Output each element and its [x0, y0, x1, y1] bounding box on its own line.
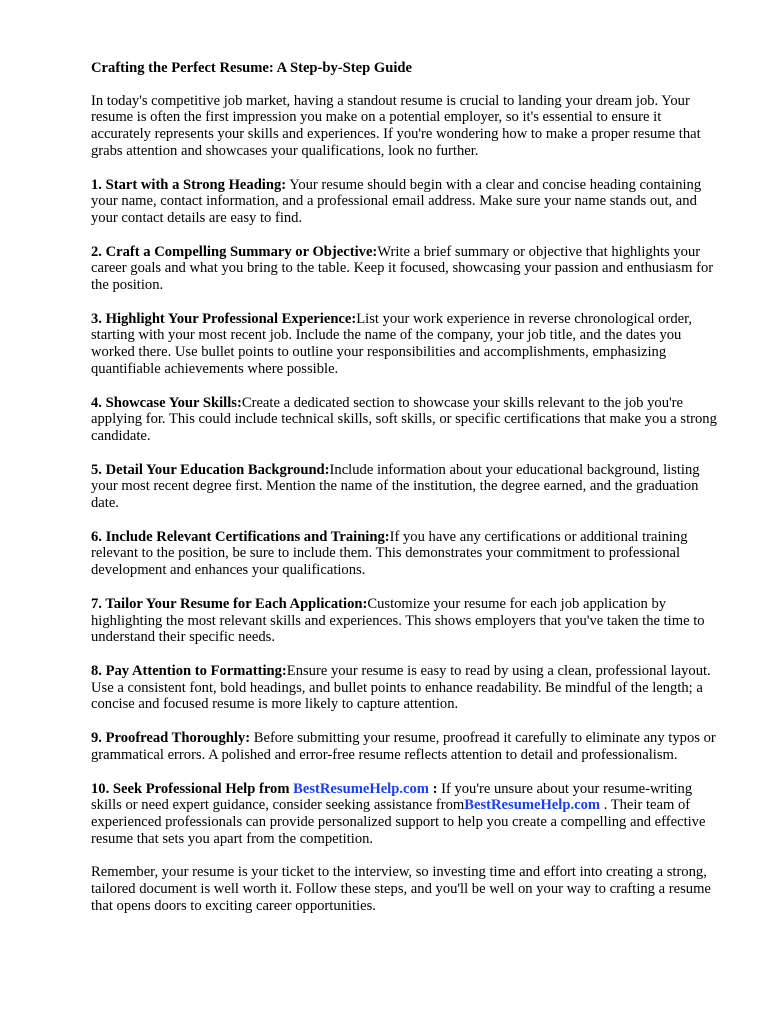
step-body: Write a brief summary or objective that highlights your career goals and what you bring to the table. Keep it focused, showcasing your passion and enthusiasm for the position. [91, 243, 714, 294]
bestresumehelp-link[interactable]: BestResumeHelp.com [293, 780, 429, 797]
document-page [91, 60, 721, 931]
step-body: List your work experience in reverse chronological order, starting with your most recent job. Include the name of the company, your job title, and the dates you worked there. Use bullet points to outline your responsibilities and accomplishments, emphasizing quantifiable achievements where possible. [91, 310, 693, 377]
step-2 [91, 244, 721, 294]
step-heading: 2. Craft a Compelling Summary or Objective: [91, 243, 378, 260]
step-heading: 8. Pay Attention to Formatting: [91, 662, 287, 679]
document-title: Crafting the Perfect Resume: A Step-by-Step Guide [91, 60, 413, 76]
step-6 [91, 529, 721, 579]
step-body: Include information about your educational background, listing your most recent degree first. Mention the name of the institution, the degree earned, and the graduation date. [91, 461, 700, 512]
step-heading: 5. Detail Your Education Background: [91, 461, 330, 478]
step-7 [91, 596, 721, 646]
step-body: Customize your resume for each job application by highlighting the most relevant skills and experiences. This shows employers that you've taken the time to understand their specific needs. [91, 595, 705, 646]
step-1 [91, 177, 721, 227]
step-heading: 1. Start with a Strong Heading: [91, 176, 287, 193]
step-10 [91, 781, 721, 848]
step-body: Before submitting your resume, proofread it carefully to eliminate any typos or grammatical errors. A polished and error-free resume reflects attention to detail and professionalism. [91, 730, 716, 763]
step-heading: 7. Tailor Your Resume for Each Application: [91, 595, 368, 612]
step-body: Create a dedicated section to showcase your skills relevant to the job you're applying for. This could include technical skills, soft skills, or specific certifications that make you a strong candidate. [91, 394, 717, 444]
step-body-continued: . Their team of experienced professionals can provide personalized support to help you create a compelling and effective resume that sets you apart from the competition. [91, 797, 706, 847]
step-body: Your resume should begin with a clear and concise heading containing your name, contact information, and a professional email address. Make sure your name stands out, and your contact details are easy to find. [91, 176, 702, 226]
closing-paragraph: Remember, your resume is your ticket to the interview, so investing time and effort into creating a strong, tailored document is well worth it. Follow these steps, and you'll be well on your way to crafting a resume that opens doors to exciting career opportunities. [91, 864, 711, 914]
step-8 [91, 663, 721, 713]
step-heading-colon: : [428, 780, 442, 797]
step-heading: 10. Seek Professional Help from [91, 780, 294, 797]
step-heading: 6. Include Relevant Certifications and Training: [91, 528, 390, 545]
step-5 [91, 462, 721, 512]
step-9 [91, 730, 721, 763]
step-heading: 3. Highlight Your Professional Experience: [91, 310, 357, 327]
intro-paragraph: In today's competitive job market, having a standout resume is crucial to landing your dream job. Your resume is often the first impression you make on a potential employer, so it's essential to ensure it accurately represents your skills and experiences. If you're wondering how to make a proper resume that grabs attention and showcases your qualifications, look no further. [91, 92, 701, 159]
step-body: If you're unsure about your resume-writing skills or need expert guidance, consider seeking assistance from [91, 780, 693, 814]
bestresumehelp-link-inline[interactable]: BestResumeHelp.com [464, 797, 601, 814]
step-4 [91, 395, 721, 445]
step-body: If you have any certifications or additional training relevant to the position, be sure to include them. This demonstrates your commitment to professional development and enhances your qualifications. [91, 528, 688, 579]
step-heading: 4. Showcase Your Skills: [91, 394, 242, 411]
step-body: Ensure your resume is easy to read by using a clean, professional layout. Use a consistent font, bold headings, and bullet points to enhance readability. Be mindful of the length; a concise and focused resume is more likely to capture attention. [91, 662, 711, 713]
step-3 [91, 311, 721, 378]
step-heading: 9. Proofread Thoroughly: [91, 730, 251, 747]
